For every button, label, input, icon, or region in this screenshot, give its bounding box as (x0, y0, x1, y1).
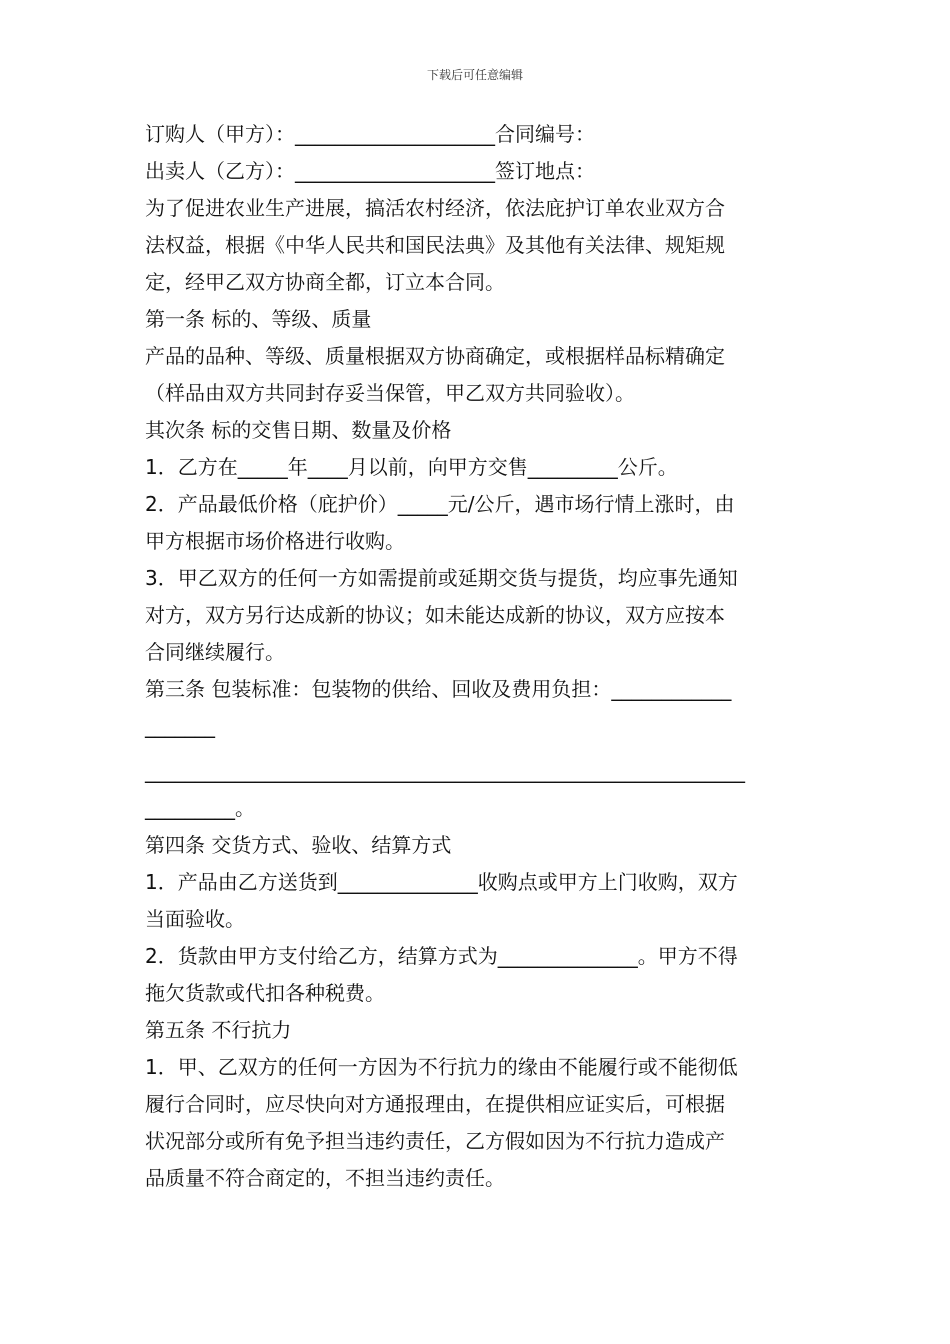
article-heading: 其次条 标的交售日期、数量及价格 (145, 418, 452, 442)
preamble-line: 法权益，根据《中华人民共和国民法典》及其他有关法律、规矩规 (145, 233, 725, 257)
preamble-line: 定，经甲乙双方协商全都，订立本合同。 (145, 270, 505, 294)
page-header: 下载后可任意编辑 (426, 68, 523, 82)
paragraph-line: 1．乙方在_____年____月以前，向甲方交售_________公斤。 (145, 455, 678, 479)
paragraph-line: 状况部分或所有免予担当违约责任，乙方假如因为不行抗力造成产 (145, 1129, 725, 1153)
paragraph-line: 甲方根据市场价格进行收购。 (145, 529, 405, 553)
paragraph-line: 品质量不符合商定的，不担当违约责任。 (145, 1166, 505, 1190)
article-heading: 第一条 标的、等级、质量 (145, 307, 372, 331)
preamble-line: 为了促进农业生产进展，搞活农村经济，依法庇护订单农业双方合 (145, 196, 725, 220)
paragraph-line: 2．货款由甲方支付给乙方，结算方式为______________。甲方不得 (145, 944, 738, 968)
paragraph-line: 拖欠货款或代扣各种税费。 (145, 981, 385, 1005)
article-heading: 第三条 包装标准：包装物的供给、回收及费用负担：____________ (145, 677, 732, 701)
blank-line: ____________________________________________________________ (145, 759, 745, 783)
paragraph-line: 2．产品最低价格（庇护价）_____元/公斤，遇市场行情上涨时，由 (145, 492, 735, 516)
blank-line: _______ (145, 714, 215, 738)
article-heading: 第五条 不行抗力 (145, 1018, 292, 1042)
contract-body (145, 116, 810, 1197)
buyer-line: 订购人（甲方）：____________________合同编号： (145, 122, 595, 146)
blank-line: _________。 (145, 796, 255, 820)
paragraph-line: 当面验收。 (145, 907, 245, 931)
paragraph-line: 合同继续履行。 (145, 640, 285, 664)
seller-line: 出卖人（乙方）：____________________签订地点： (145, 159, 595, 183)
paragraph-line: 1．产品由乙方送货到______________收购点或甲方上门收购，双方 (145, 870, 738, 894)
paragraph-line: 履行合同时，应尽快向对方通报理由，在提供相应证实后，可根据 (145, 1092, 725, 1116)
paragraph-line: 1．甲、乙双方的任何一方因为不行抗力的缘由不能履行或不能彻低 (145, 1055, 738, 1079)
paragraph-line: 对方，双方另行达成新的协议；如未能达成新的协议，双方应按本 (145, 603, 725, 627)
paragraph-line: （样品由双方共同封存妥当保管，甲乙双方共同验收）。 (145, 381, 635, 405)
paragraph-line: 产品的品种、等级、质量根据双方协商确定，或根据样品标精确定 (145, 344, 725, 368)
article-heading: 第四条 交货方式、验收、结算方式 (145, 833, 452, 857)
paragraph-line: 3．甲乙双方的任何一方如需提前或延期交货与提货，均应事先通知 (145, 566, 738, 590)
